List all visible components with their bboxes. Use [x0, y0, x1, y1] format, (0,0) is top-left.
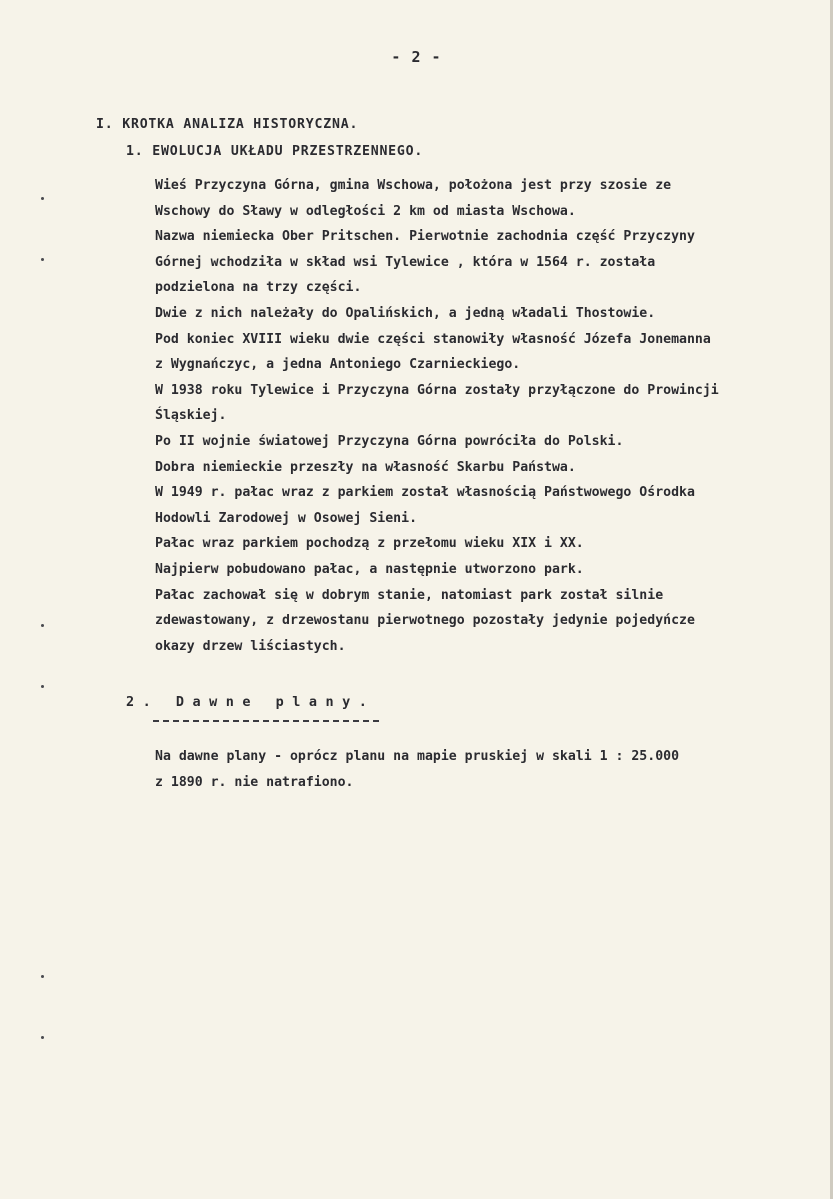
text-line: Wschowy do Sławy w odległości 2 km od miasta Wschowa.	[155, 203, 576, 219]
plans-title-underline	[153, 720, 379, 722]
text-line: Hodowli Zarodowej w Osowej Sieni.	[155, 510, 418, 526]
punch-mark	[41, 624, 44, 627]
text-line: Pałac zachował się w dobrym stanie, natomiast park został silnie	[155, 587, 664, 603]
punch-mark	[41, 975, 44, 978]
text-line: W 1949 r. pałac wraz z parkiem został własnością Państwowego Ośrodka	[155, 485, 695, 501]
punch-mark	[41, 258, 44, 261]
section-title: I. KROTKA ANALIZA HISTORYCZNA.	[96, 117, 359, 132]
text-line: Nazwa niemiecka Ober Pritschen. Pierwotnie zachodnia część Przyczyny	[155, 229, 695, 245]
text-line: zdewastowany, z drzewostanu pierwotnego pozostały jedynie pojedyńcze	[155, 613, 695, 629]
text-line: Śląskiej.	[155, 408, 227, 424]
history-paragraph	[155, 178, 719, 664]
plans-title: 2. Dawne plany.	[126, 694, 376, 710]
text-line: Najpierw pobudowano pałac, a następnie utworzono park.	[155, 561, 584, 577]
plans-paragraph	[155, 749, 679, 800]
page-number: - 2 -	[391, 48, 442, 66]
text-line: Dobra niemieckie przeszły na własność Skarbu Państwa.	[155, 459, 576, 475]
text-line: okazy drzew liściastych.	[155, 638, 346, 654]
punch-mark	[41, 685, 44, 688]
punch-mark	[41, 197, 44, 200]
text-line: Po II wojnie światowej Przyczyna Górna powróciła do Polski.	[155, 433, 624, 449]
text-line: Górnej wchodziła w skład wsi Tylewice , która w 1564 r. została	[155, 254, 656, 270]
text-line: Pod koniec XVIII wieku dwie części stanowiły własność Józefa Jonemanna	[155, 331, 711, 347]
text-line: W 1938 roku Tylewice i Przyczyna Górna zostały przyłączone do Prowincji	[155, 382, 719, 398]
text-line: podzielona na trzy części.	[155, 280, 362, 296]
text-line: Na dawne plany - oprócz planu na mapie pruskiej w skali 1 : 25.000	[155, 749, 680, 764]
text-line: Dwie z nich należały do Opalińskich, a jedną władali Thostowie.	[155, 305, 656, 321]
punch-mark	[41, 1036, 44, 1039]
subsection-title: 1. EWOLUCJA UKŁADU PRZESTRZENNEGO.	[126, 144, 424, 159]
text-line: z Wygnańczyc, a jedna Antoniego Czarnieckiego.	[155, 357, 521, 373]
text-line: Wieś Przyczyna Górna, gmina Wschowa, położona jest przy szosie ze	[155, 178, 672, 193]
text-line: z 1890 r. nie natrafiono.	[155, 774, 354, 790]
text-line: Pałac wraz parkiem pochodzą z przełomu wieku XIX i XX.	[155, 536, 584, 552]
